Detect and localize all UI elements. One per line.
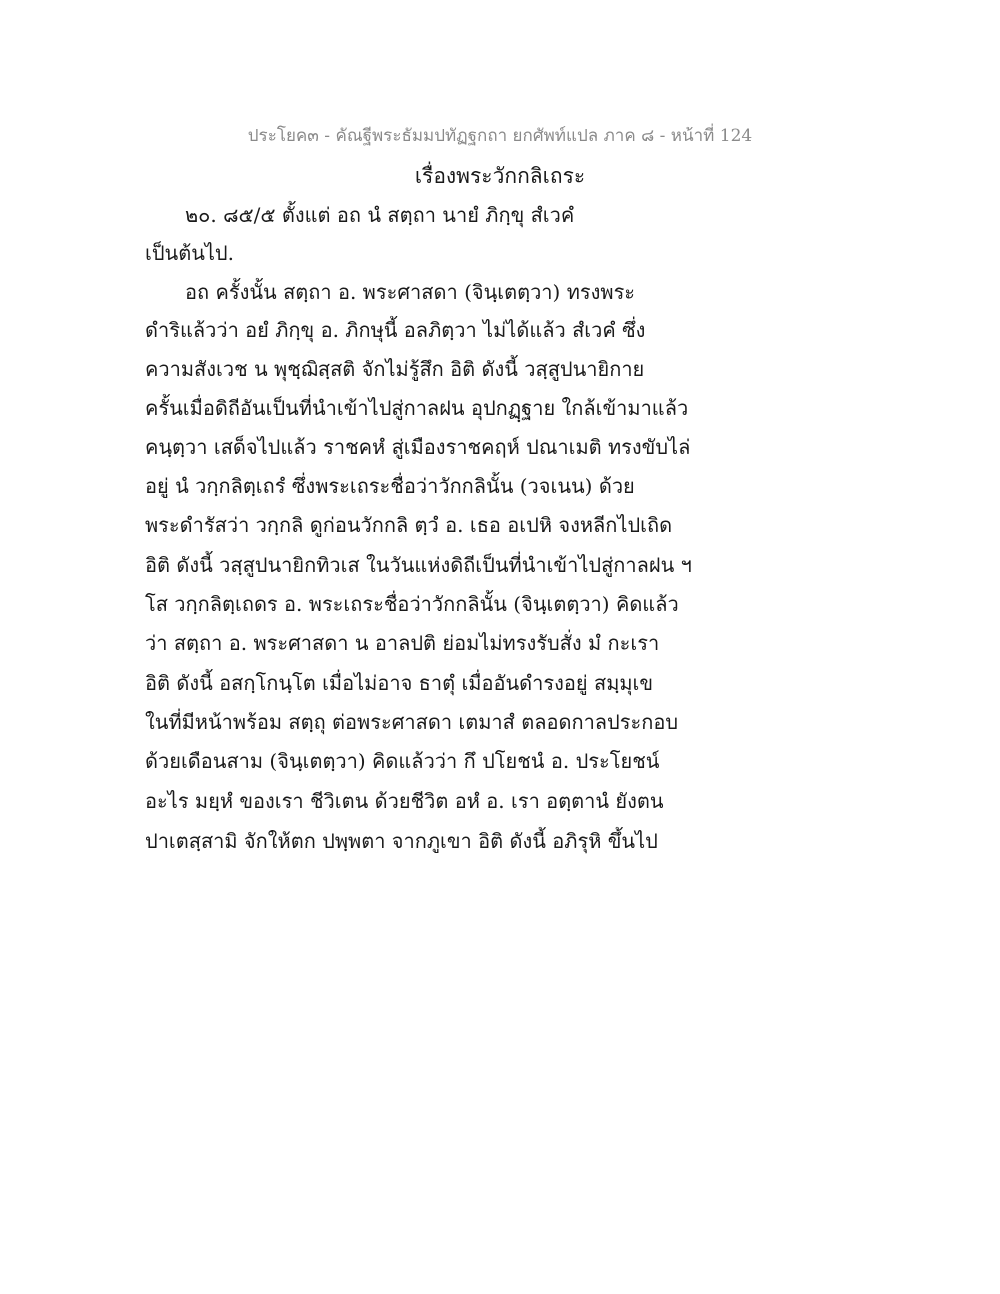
text-line-6: ครั้นเมื่อดิถีอันเป็นที่นำเข้าไปสู่กาลฝน อุปกฏฺฐาย ใกล้เข้ามาแล้ว — [145, 396, 689, 420]
text-line-8: อยู่ นํ วกฺกลิตฺเถรํ ซึ่งพระเถระชื่อว่าวักกลินั้น (วจเนน) ด้วย — [145, 474, 635, 498]
text-line-15: ด้วยเดือนสาม (จินฺเตตฺวา) คิดแล้วว่า กึ ปโยชนํ อ. ประโยชน์ — [145, 749, 660, 773]
text-line-1: ๒๐. ๘๕/๕ ตั้งแต่ อถ นํ สตฺถา นายํ ภิกฺขุ สํเวคํ — [185, 203, 575, 227]
text-line-10: อิติ ดังนี้ วสฺสูปนายิกทิวเส ในวันแห่งดิถีเป็นที่นำเข้าไปสู่กาลฝน ฯ — [145, 553, 692, 577]
text-line-7: คนฺตฺวา เสด็จไปแล้ว ราชคหํ สู่เมืองราชคฤห์ ปณาเมติ ทรงขับไล่ — [145, 435, 691, 459]
text-line-4: ดำริแล้วว่า อยํ ภิกฺขุ อ. ภิกษุนี้ อลภิตฺวา ไม่ได้แล้ว สํเวคํ ซึ่ง — [145, 318, 646, 342]
text-line-3: อถ ครั้งนั้น สตฺถา อ. พระศาสดา (จินฺเตตฺวา) ทรงพระ — [185, 280, 636, 304]
text-line-2: เป็นต้นไป. — [145, 241, 234, 265]
running-header: ประโยค๓ - คัณฐีพระธัมมปทัฏฐกถา ยกศัพท์แปล ภาค ๘ - หน้าที่ 124 — [247, 126, 753, 146]
text-line-14: ในที่มีหน้าพร้อม สตฺถุ ต่อพระศาสดา เตมาสํ ตลอดกาลประกอบ — [145, 710, 679, 734]
text-line-13: อิติ ดังนี้ อสกฺโกนฺโต เมื่อไม่อาจ ธาตุํ เมื่ออันดำรงอยู่ สมฺมุเข — [145, 671, 654, 695]
text-line-12: ว่า สตฺถา อ. พระศาสดา น อาลปติ ย่อมไม่ทรงรับสั่ง มํ กะเรา — [145, 631, 660, 655]
text-line-5: ความสังเวช น พุชฺฌิสฺสติ จักไม่รู้สึก อิติ ดังนี้ วสฺสูปนายิกาย — [145, 357, 645, 381]
text-line-16: อะไร มยฺหํ ของเรา ชีวิเตน ด้วยชีวิต อหํ อ. เรา อตฺตานํ ยังตน — [145, 789, 664, 813]
story-title: เรื่องพระวักกลิเถระ — [414, 164, 586, 188]
text-line-11: โส วกฺกลิตฺเถดร อ. พระเถระชื่อว่าวักกลินั้น (จินฺเตตฺวา) คิดแล้ว — [145, 592, 679, 616]
text-line-17: ปาเตสฺสามิ จักให้ตก ปพฺพตา จากภูเขา อิติ ดังนี้ อภิรุหิ ขึ้นไป — [145, 829, 658, 853]
text-line-9: พระดำรัสว่า วกฺกลิ ดูก่อนวักกลิ ตฺวํ อ. เธอ อเปหิ จงหลีกไปเถิด — [145, 513, 673, 537]
